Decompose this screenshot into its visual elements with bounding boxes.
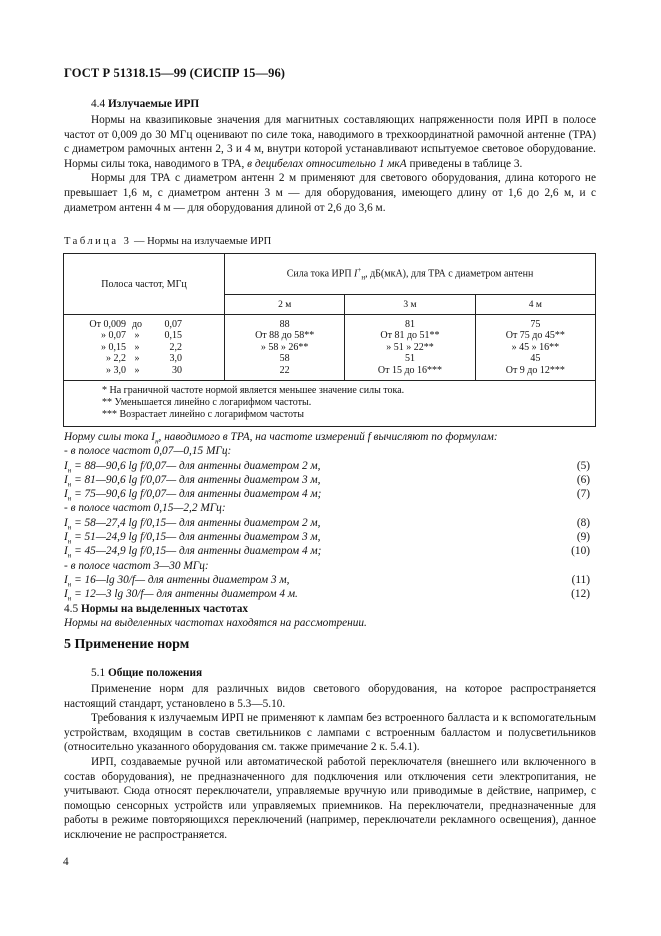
paragraph: Применение норм для различных видов светового оборудования, на которое распространяется настоящий стандарт, установлено в 5.3—5.10.: [64, 683, 596, 710]
column-header-4m: 4 м: [475, 295, 595, 315]
formula-8: $I_н$ = 58—27,4 lg f/0,15— для антенны диаметром 2 м, (8): [64, 516, 590, 532]
band-label: - в полосе частот 0,07—0,15 МГц:: [64, 445, 232, 458]
band-cell: [64, 315, 225, 381]
formulas-block: [64, 430, 596, 630]
column-header-band: Полоса частот, МГц: [64, 254, 225, 315]
formulas-intro: Норму силы тока $I_н$, наводимого в ТРА, на частоте измерений f вычисляют по формулам:: [64, 431, 498, 446]
table-caption: Таблица 3 — Нормы на излучаемые ИРП: [64, 236, 272, 247]
page-number: 4: [63, 856, 69, 868]
formula-7: $I_н$ = 75—90,6 lg f/0,07— для антенны диаметром 4 м; (7): [64, 488, 590, 503]
section-4-4-heading: [91, 98, 199, 110]
band-row: » 0,15 » 2,2: [101, 341, 182, 353]
formula-9: $I_н$ = 51—24,9 lg f/0,15— для антенны диаметром 3 м, (9): [64, 531, 590, 546]
column-header-3m: 3 м: [345, 295, 475, 315]
section-4-5-heading: 4.5 Нормы на выделенных частотах: [64, 602, 249, 615]
note: ** Уменьшается линейно с логарифмом частоты.: [102, 397, 312, 409]
section-title: Излучаемые ИРП: [107, 98, 200, 110]
values-3m-cell: 81 От 81 до 51** » 51 » 22** 51 От 15 до 16***: [345, 315, 475, 381]
paragraph: Нормы на квазипиковые значения для магнитных составляющих напряженности поля ИРП в полосе частот от 0,009 до 30 МГц оценивают по силе тока, наводимого в трехкоординатной рамочной антенне (ТРА) с диаметром рамочных антенн 2, 3 и 4 м, внутри которой устанавливают испытуемое световое оборудование. Нормы силы тока, наводимого в ТРА, в децибелах относительно 1 мкА приведены в таблице 3.: [64, 114, 596, 170]
limits-table: [63, 253, 596, 427]
note: * На граничной частоте нормой является меньшее значение силы тока.: [102, 385, 405, 397]
values-4m-cell: 75 От 75 до 45** » 45 » 16** 45 От 9 до 12***: [475, 315, 595, 381]
column-header-2m: 2 м: [225, 295, 345, 315]
band-label: - в полосе частот 0,15—2,2 МГц:: [64, 502, 226, 515]
formula-6: $I_н$ = 81—90,6 lg f/0,07— для антенны диаметром 3 м, (6): [64, 473, 590, 489]
section-5-1-heading: 5.1 Общие положения: [91, 667, 203, 679]
values-2m-cell: 88 От 88 до 58** » 58 » 26** 58 22: [225, 315, 345, 381]
formula-11: $I_н$ = 16—lg 30/f— для антенны диаметром 3 м, (11): [64, 573, 590, 589]
column-header-current: Сила тока ИРП $I^+_н$, дБ(мкА), для ТРА с диаметром антенн: [225, 254, 596, 295]
paragraph: Нормы для ТРА с диаметром антенн 2 м применяют для светового оборудования, длина которого не превышает 1,6 м, с диаметром антенн 3 м — для оборудования, имеющего длину от 1,6 до 2,6 м, и с диаметром антенн 4 м — для оборудования длиной от 2,6 до 3,6 м.: [64, 172, 596, 214]
formula-10: $I_н$ = 45—24,9 lg f/0,15— для антенны диаметром 4 м; (10): [64, 545, 590, 560]
formula-5: $I_н$ = 88—90,6 lg f/0,07— для антенны диаметром 2 м, (5): [64, 459, 590, 474]
band-row: От 0,009 до 0,07: [89, 319, 182, 330]
paragraph: ИРП, создаваемые ручной или автоматической работой переключателя (внешнего или включенного в состав оборудования), не предназначенного для подключения или отключения сети электропитания, не учитывают. Сюда относят переключатели, управляемые вручную или приводимые в действие, например, с помощью сенсорных устройств или управляемых приемников. На переключатели, предназначенные для работы в режиме повторяющихся переключений (например, переключатели рекламного освещения), данное исключение не распространяется.: [64, 755, 596, 841]
section-4-4-body: [64, 113, 596, 215]
table-notes: [64, 381, 596, 427]
note: *** Возрастает линейно с логарифмом частоты: [102, 409, 304, 421]
section-4-5-text: Нормы на выделенных частотах находятся на рассмотрении.: [64, 616, 367, 629]
paragraph: Требования к излучаемым ИРП не применяют к лампам без встроенного балласта и к вспомогательным устройствам, входящим в состав светильников с лампами с встроенным балластом и полусветильников (относительно указанного оборудования см. также примечание 2 к. 5.4.1).: [64, 712, 596, 754]
band-label: - в полосе частот 3—30 МГц:: [64, 559, 209, 572]
band-row: » 2,2 » 3,0: [106, 353, 182, 365]
section-number: 4.4: [91, 98, 106, 110]
section-5-1-body: [64, 682, 596, 843]
document-header: ГОСТ Р 51318.15—99 (СИСПР 15—96): [64, 66, 286, 80]
section-5-heading: 5 Применение норм: [64, 637, 190, 652]
band-row: » 0,07 » 0,15: [101, 330, 182, 342]
formula-12: $I_н$ = 12—3 lg 30/f— для антенны диаметром 4 м. (12): [64, 588, 590, 603]
band-row: » 3,0 » 30: [106, 364, 182, 376]
